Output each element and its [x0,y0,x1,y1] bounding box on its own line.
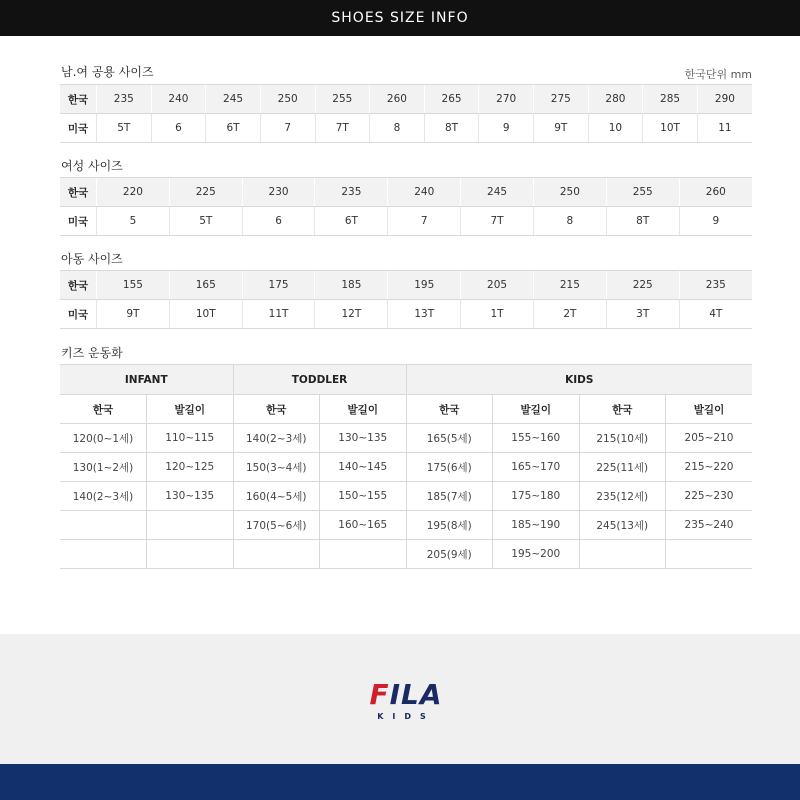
unisex-size-table [60,84,752,143]
size-cell: 285 [643,85,698,114]
size-cell: 290 [697,85,752,114]
sub-header: 한국 [233,395,320,424]
size-cell: 245 [206,85,261,114]
size-cell: 6 [151,114,206,143]
size-cell: 235 [679,271,752,300]
group-header-row [60,365,752,395]
size-cell: 260 [370,85,425,114]
sub-header-row [60,395,752,424]
size-cell: 195 [388,271,461,300]
table-cell: 170(5~6세) [233,511,320,540]
table-cell: 150(3~4세) [233,453,320,482]
table-cell [579,540,666,569]
women-size-table [60,177,752,236]
size-cell: 265 [424,85,479,114]
unisex-section-title: 남.여 공용 사이즈 [61,65,154,79]
unit-label: 한국단위 mm [684,68,752,81]
size-cell: 8 [533,207,606,236]
table-cell [147,540,234,569]
table-cell: 130~135 [147,482,234,511]
table-cell: 195~200 [493,540,580,569]
size-cell: 270 [479,85,534,114]
sub-header: 발길이 [493,395,580,424]
size-cell: 5 [97,207,170,236]
child-section-title: 아동 사이즈 [61,252,123,266]
table-cell: 160(4~5세) [233,482,320,511]
table-cell: 225(11세) [579,453,666,482]
size-cell: 165 [169,271,242,300]
size-cell: 240 [388,178,461,207]
table-cell: 225~230 [666,482,753,511]
table-row [60,511,752,540]
kr-row [60,85,752,114]
size-cell: 4T [679,300,752,329]
table-cell [666,540,753,569]
size-cell: 8 [370,114,425,143]
kids-shoes-table [60,364,752,569]
table-cell [147,511,234,540]
table-cell: 160~165 [320,511,407,540]
size-cell: 280 [588,85,643,114]
size-cell: 9 [679,207,752,236]
row-header: 한국 [60,178,97,207]
table-cell: 140(2~3세) [60,482,147,511]
table-cell: 150~155 [320,482,407,511]
logo-letter: L [401,678,420,711]
table-cell: 215~220 [666,453,753,482]
table-cell: 205(9세) [406,540,493,569]
logo-letter: A [419,678,443,711]
table-cell: 185~190 [493,511,580,540]
size-cell: 7 [388,207,461,236]
size-cell: 275 [534,85,589,114]
logo-main-text [361,680,451,710]
size-cell: 230 [242,178,315,207]
table-cell: 205~210 [666,424,753,453]
row-header: 미국 [60,207,97,236]
row-header: 미국 [60,114,97,143]
size-cell: 215 [533,271,606,300]
logo-sub-text: KIDS [377,712,435,721]
table-row [60,540,752,569]
size-cell: 155 [97,271,170,300]
group-header-kids: KIDS [406,365,752,395]
size-cell: 225 [606,271,679,300]
size-cell: 7 [260,114,315,143]
size-cell: 240 [151,85,206,114]
logo-letter: F [369,678,390,711]
page-title: SHOES SIZE INFO [331,10,469,26]
size-cell: 6T [315,207,388,236]
sub-header: 발길이 [666,395,753,424]
size-cell: 10 [588,114,643,143]
size-cell: 225 [169,178,242,207]
table-cell: 175~180 [493,482,580,511]
row-header: 한국 [60,271,97,300]
size-cell: 185 [315,271,388,300]
row-header: 한국 [60,85,97,114]
table-cell: 215(10세) [579,424,666,453]
size-cell: 13T [388,300,461,329]
table-row [60,482,752,511]
size-cell: 235 [97,85,152,114]
size-cell: 245 [461,178,534,207]
table-cell: 165(5세) [406,424,493,453]
size-cell: 250 [533,178,606,207]
group-header-infant: INFANT [60,365,233,395]
table-cell: 165~170 [493,453,580,482]
table-cell: 235~240 [666,511,753,540]
child-size-table [60,270,752,329]
size-cell: 9T [97,300,170,329]
us-row [60,300,752,329]
women-section-title: 여성 사이즈 [61,159,123,173]
table-cell: 155~160 [493,424,580,453]
sub-header: 한국 [579,395,666,424]
table-cell: 120(0~1세) [60,424,147,453]
us-row [60,114,752,143]
size-cell: 255 [315,85,370,114]
size-cell: 10T [643,114,698,143]
us-row [60,207,752,236]
size-cell: 235 [315,178,388,207]
size-cell: 11 [697,114,752,143]
size-cell: 1T [461,300,534,329]
fila-kids-logo [361,680,451,724]
table-cell [60,511,147,540]
table-cell: 110~115 [147,424,234,453]
table-cell: 140(2~3세) [233,424,320,453]
table-cell [320,540,407,569]
group-header-toddler: TODDLER [233,365,406,395]
row-header: 미국 [60,300,97,329]
page-header [0,0,800,36]
size-cell: 260 [679,178,752,207]
size-cell: 9 [479,114,534,143]
table-cell: 245(13세) [579,511,666,540]
kr-row [60,271,752,300]
table-cell: 235(12세) [579,482,666,511]
size-cell: 7T [315,114,370,143]
size-cell: 255 [606,178,679,207]
sub-header: 발길이 [147,395,234,424]
size-cell: 5T [169,207,242,236]
size-cell: 205 [461,271,534,300]
logo-letter: I [389,678,402,711]
size-cell: 6 [242,207,315,236]
sub-header: 한국 [60,395,147,424]
table-cell: 195(8세) [406,511,493,540]
size-cell: 7T [461,207,534,236]
table-cell: 130~135 [320,424,407,453]
kids-shoes-section-title: 키즈 운동화 [61,346,123,360]
size-cell: 9T [534,114,589,143]
table-row [60,424,752,453]
table-row [60,453,752,482]
size-cell: 250 [260,85,315,114]
table-cell: 130(1~2세) [60,453,147,482]
size-cell: 11T [242,300,315,329]
size-cell: 3T [606,300,679,329]
size-cell: 5T [97,114,152,143]
table-cell [60,540,147,569]
size-cell: 8T [606,207,679,236]
table-cell: 185(7세) [406,482,493,511]
bottom-bar [0,764,800,800]
size-cell: 8T [424,114,479,143]
kr-row [60,178,752,207]
table-cell: 175(6세) [406,453,493,482]
size-cell: 175 [242,271,315,300]
size-cell: 2T [533,300,606,329]
size-cell: 12T [315,300,388,329]
sub-header: 발길이 [320,395,407,424]
size-cell: 10T [169,300,242,329]
table-cell: 120~125 [147,453,234,482]
size-cell: 6T [206,114,261,143]
table-cell [233,540,320,569]
sub-header: 한국 [406,395,493,424]
table-cell: 140~145 [320,453,407,482]
size-cell: 220 [97,178,170,207]
